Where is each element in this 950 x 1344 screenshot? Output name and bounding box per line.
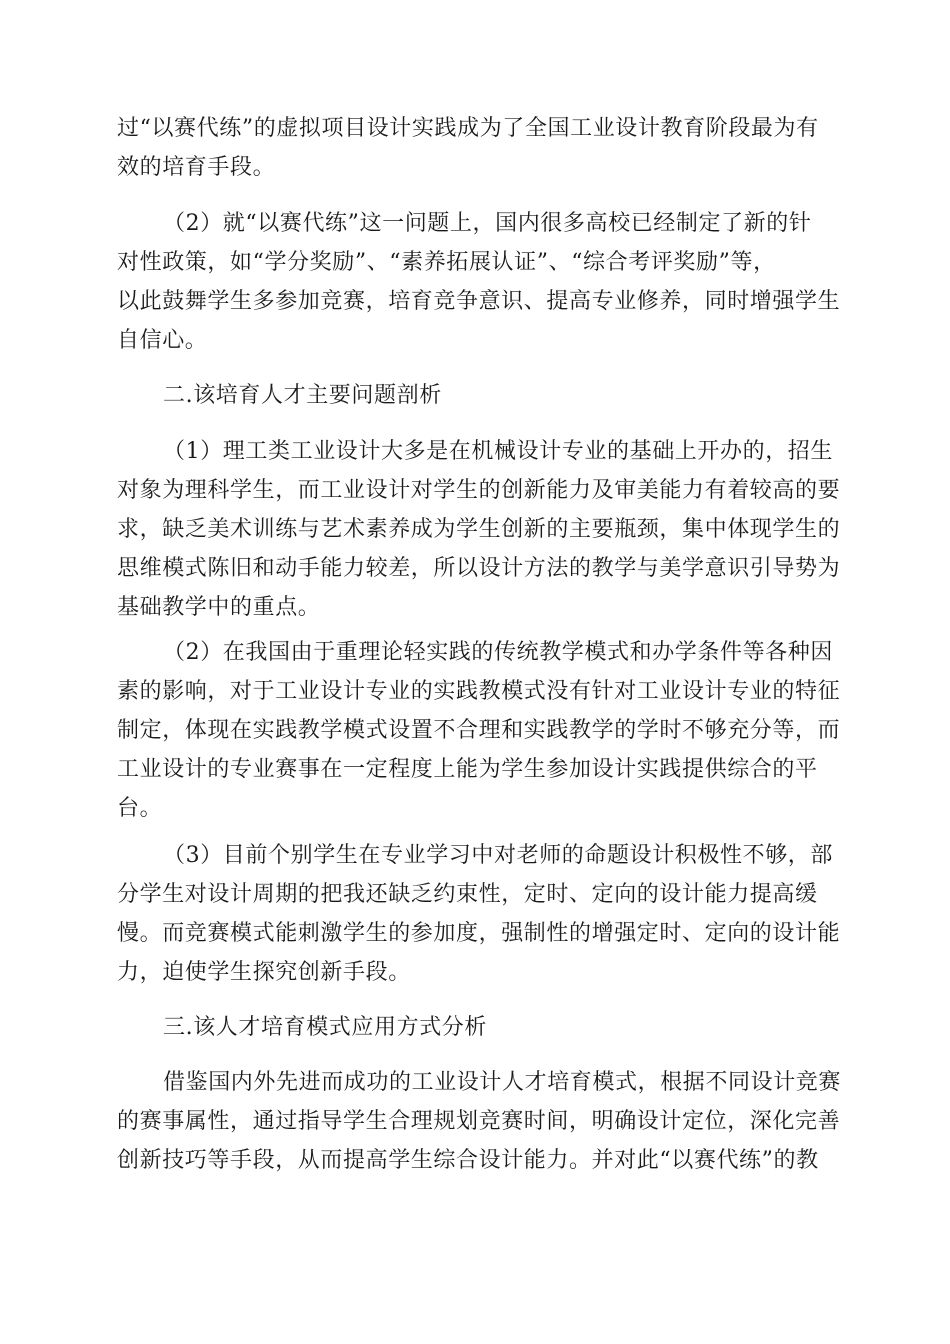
paragraph-line: 对象为理科学生，而工业设计对学生的创新能力及审美能力有着较高的要 bbox=[117, 478, 841, 503]
section-heading-text: 三.该人才培育模式应用方式分析 bbox=[163, 1015, 487, 1040]
paragraph-line: 台。 bbox=[117, 796, 163, 821]
paragraph-line: 工业设计的专业赛事在一定程度上能为学生参加设计实践提供综合的平 bbox=[117, 757, 818, 782]
paragraph-line: 思维模式陈旧和动手能力较差，所以设计方法的教学与美学意识引导势为 bbox=[117, 556, 841, 581]
paragraph-line: （2）在我国由于重理论轻实践的传统教学模式和办学条件等各种因 bbox=[163, 640, 833, 665]
section-heading-2 bbox=[117, 376, 834, 415]
paragraph-line: 的赛事属性，通过指导学生合理规划竞赛时间，明确设计定位，深化完善 bbox=[117, 1109, 841, 1134]
paragraph-line: （3）目前个别学生在专业学习中对老师的命题设计积极性不够，部 bbox=[163, 843, 833, 868]
paragraph-issue-2 bbox=[117, 633, 841, 828]
paragraph-line: 过“以赛代练”的虚拟项目设计实践成为了全国工业设计教育阶段最为有 bbox=[117, 116, 819, 141]
paragraph-line: 基础教学中的重点。 bbox=[117, 595, 321, 620]
paragraph-line: 制定，体现在实践教学模式设置不合理和实践教学的学时不够充分等，而 bbox=[117, 718, 841, 743]
paragraph-line: 效的培育手段。 bbox=[117, 155, 276, 180]
paragraph-line: 创新技巧等手段，从而提高学生综合设计能力。并对此“以赛代练”的教 bbox=[117, 1148, 819, 1173]
paragraph-line: 自信心。 bbox=[117, 328, 208, 353]
paragraph-line: （2）就“以赛代练”这一问题上，国内很多高校已经制定了新的针 bbox=[163, 211, 812, 236]
paragraph-intro-continued bbox=[117, 109, 834, 187]
paragraph-issue-1 bbox=[117, 432, 841, 627]
paragraph-issue-3 bbox=[117, 836, 841, 992]
section-heading-text: 二.该培育人才主要问题剖析 bbox=[163, 383, 442, 408]
paragraph-application bbox=[117, 1063, 842, 1180]
paragraph-line: 素的影响，对于工业设计专业的实践教模式没有针对工业设计专业的特征 bbox=[117, 679, 841, 704]
paragraph-policy bbox=[117, 204, 841, 360]
paragraph-line: 借鉴国内外先进而成功的工业设计人才培育模式，根据不同设计竞赛 bbox=[163, 1070, 842, 1095]
paragraph-line: 慢。而竞赛模式能刺激学生的参加度，强制性的增强定时、定向的设计能 bbox=[117, 921, 841, 946]
paragraph-line: 求，缺乏美术训练与艺术素养成为学生创新的主要瓶颈，集中体现学生的 bbox=[117, 517, 841, 542]
paragraph-line: 以此鼓舞学生多参加竞赛，培育竞争意识、提高专业修养，同时增强学生 bbox=[117, 289, 841, 314]
paragraph-line: 力，迫使学生探究创新手段。 bbox=[117, 960, 411, 985]
paragraph-line: 对性政策，如“学分奖励”、“素养拓展认证”、“综合考评奖励”等， bbox=[117, 250, 776, 275]
paragraph-line: 分学生对设计周期的把我还缺乏约束性，定时、定向的设计能力提高缓 bbox=[117, 882, 818, 907]
paragraph-line: （1）理工类工业设计大多是在机械设计专业的基础上开办的，招生 bbox=[163, 439, 833, 464]
section-heading-3 bbox=[117, 1008, 834, 1047]
